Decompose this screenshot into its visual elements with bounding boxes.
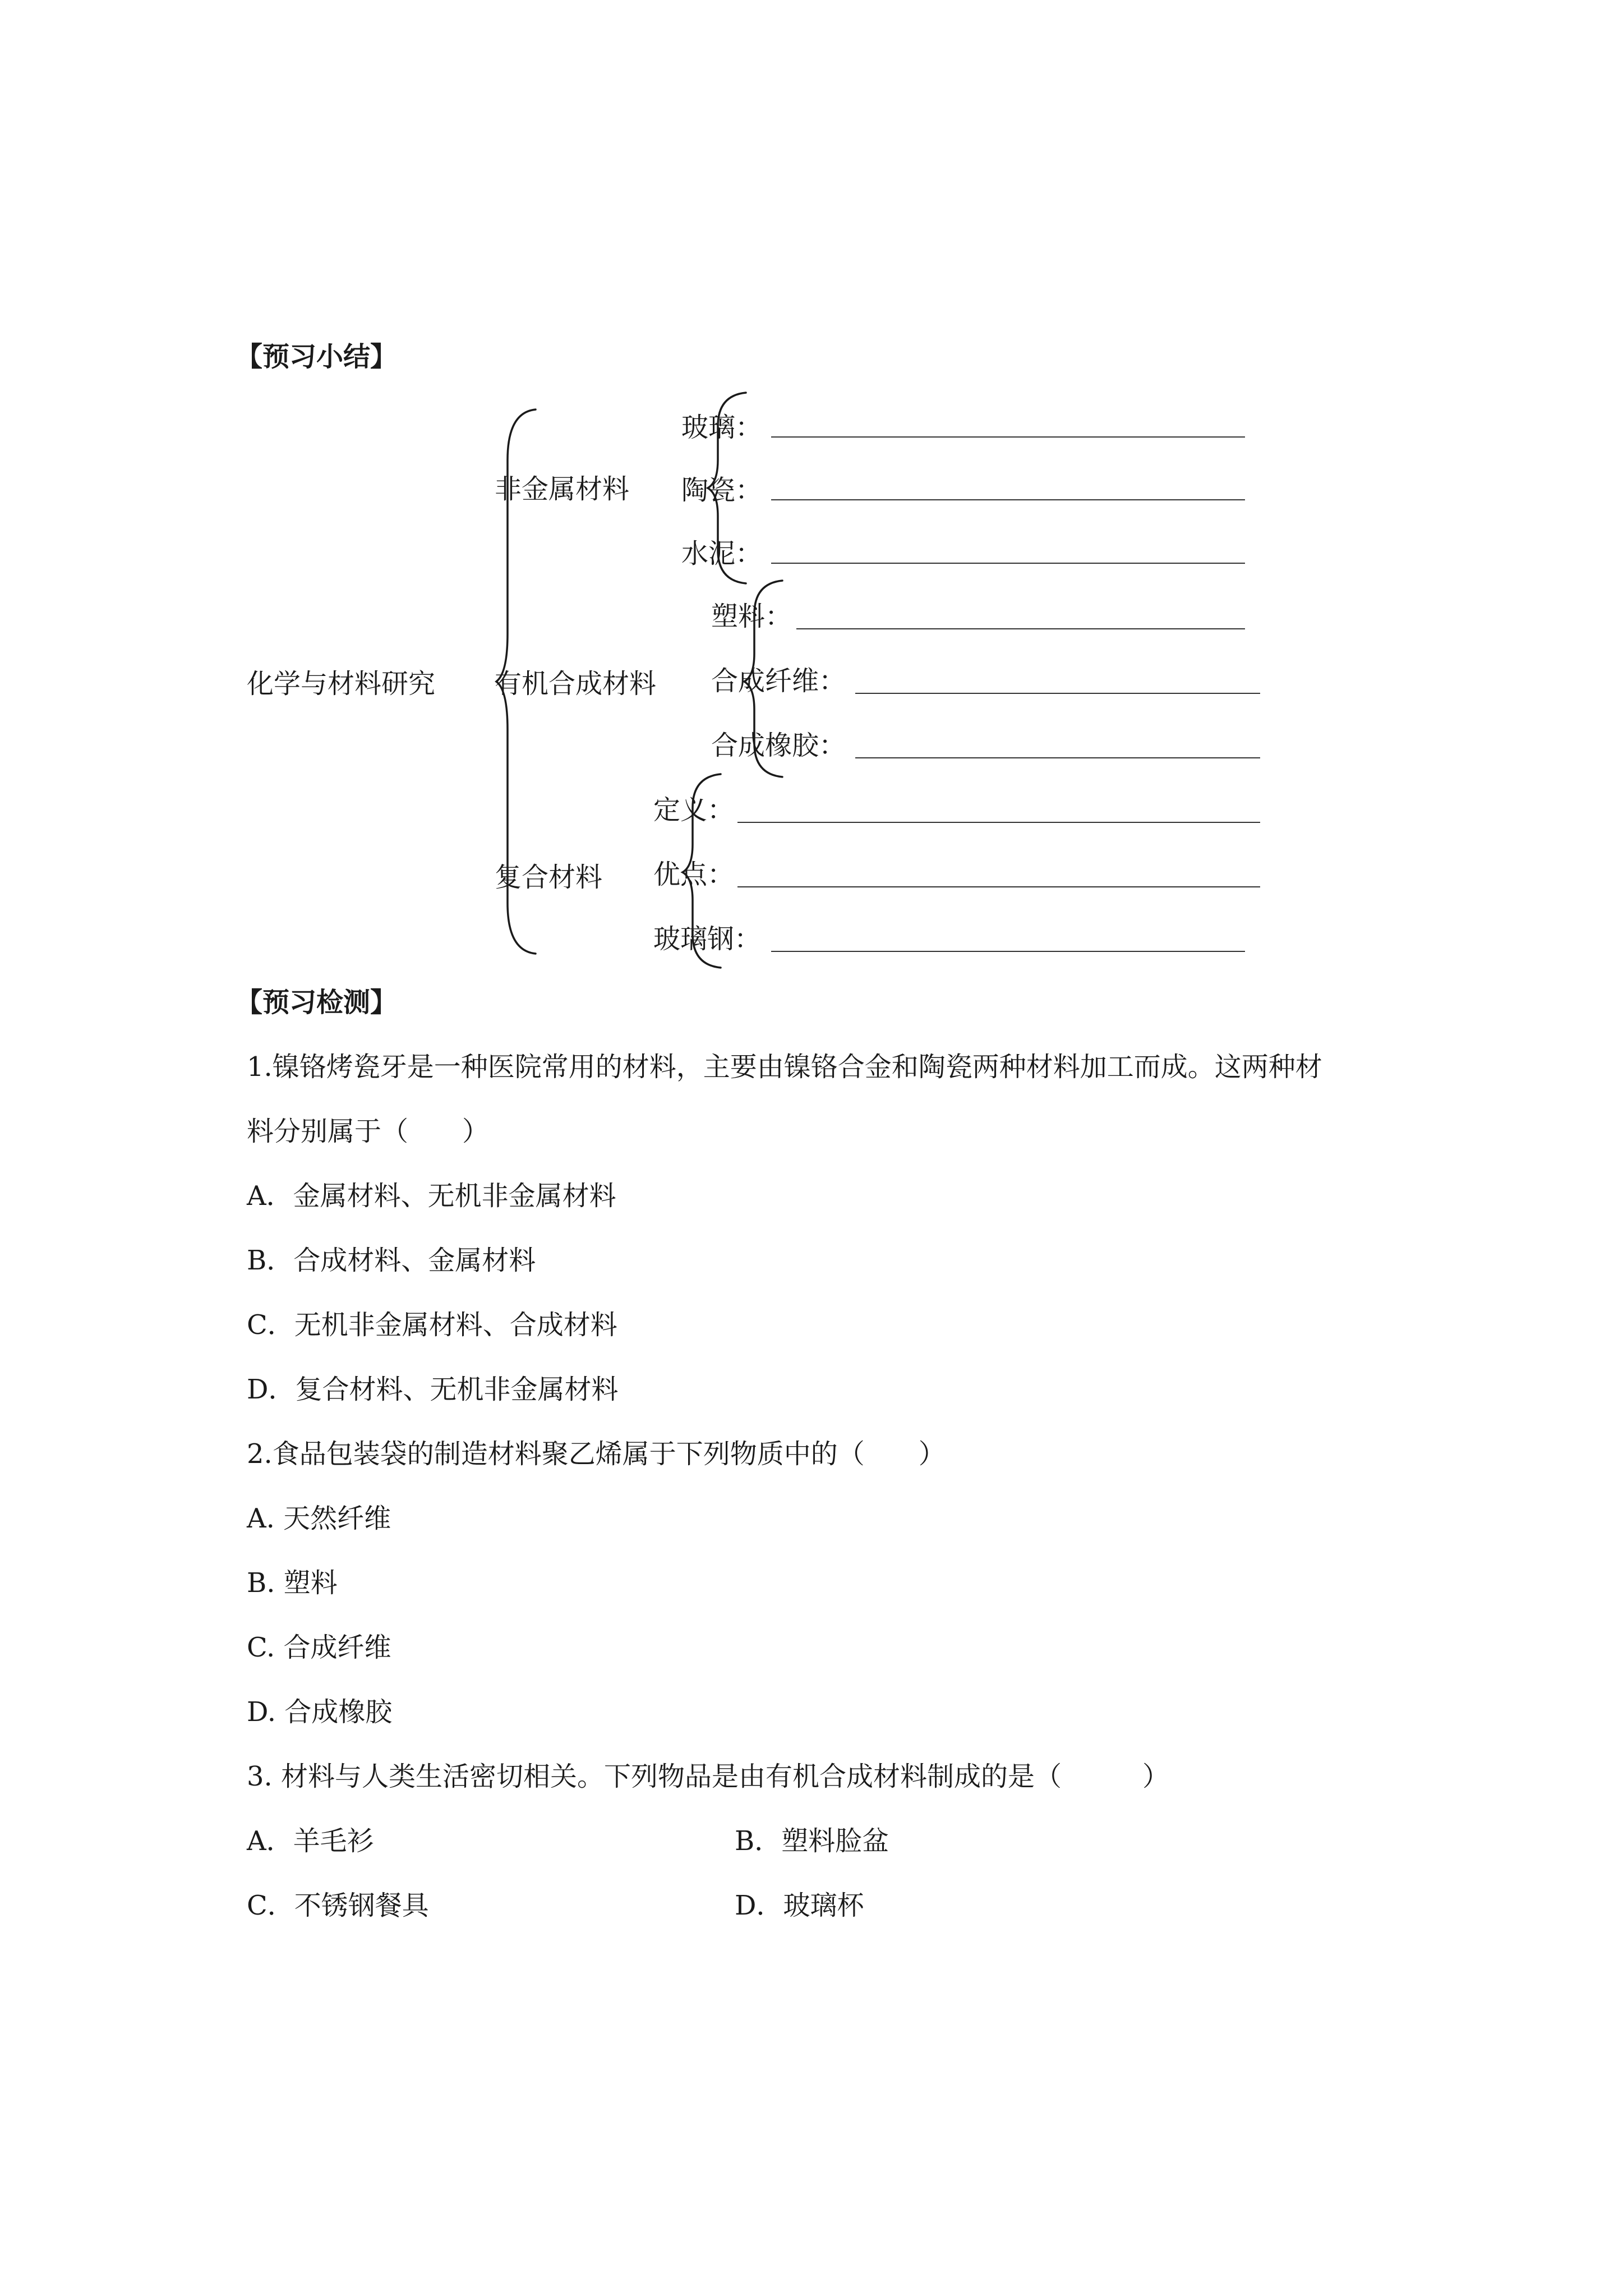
- item-label-ceramic: 陶瓷：: [681, 475, 763, 506]
- group-label-composite: 复合材料: [495, 862, 603, 893]
- question-1-option-b[interactable]: B．合成材料、金属材料: [247, 1245, 536, 1276]
- group-label-nonmetal: 非金属材料: [495, 473, 630, 505]
- question-3-option-d[interactable]: D．玻璃杯: [735, 1890, 864, 1921]
- root-label: 化学与材料研究: [247, 668, 436, 700]
- blank-line-ceramic[interactable]: [771, 499, 1245, 500]
- item-label-plastic: 塑料：: [711, 601, 792, 632]
- blank-line-advantages[interactable]: [737, 886, 1260, 887]
- question-1-option-a[interactable]: A．金属材料、无机非金属材料: [247, 1180, 616, 1212]
- group-label-organic: 有机合成材料: [495, 668, 657, 700]
- question-1-option-d[interactable]: D．复合材料、无机非金属材料: [247, 1374, 619, 1405]
- item-label-cement: 水泥：: [681, 538, 763, 569]
- question-1-option-c[interactable]: C．无机非金属材料、合成材料: [247, 1309, 617, 1341]
- blank-line-plastic[interactable]: [796, 628, 1245, 629]
- check-heading: 【预习检测】: [236, 987, 398, 1018]
- item-label-glass: 玻璃：: [681, 412, 763, 443]
- question-2-option-b[interactable]: B. 塑料: [247, 1567, 338, 1599]
- question-3-option-c[interactable]: C．不锈钢餐具: [247, 1890, 429, 1921]
- item-label-synthetic-fiber: 合成纤维：: [711, 665, 846, 697]
- question-3-stem: 3. 材料与人类生活密切相关。下列物品是由有机合成材料制成的是（ ）: [247, 1761, 1170, 1792]
- item-label-definition: 定义：: [653, 794, 735, 826]
- question-1-stem-line2: 料分别属于（ ）: [247, 1116, 490, 1147]
- question-2-option-c[interactable]: C. 合成纤维: [247, 1632, 391, 1663]
- item-label-advantages: 优点：: [653, 859, 735, 890]
- question-2-option-d[interactable]: D. 合成橡胶: [247, 1696, 393, 1728]
- blank-line-synthetic-fiber[interactable]: [855, 693, 1260, 694]
- blank-line-cement[interactable]: [771, 563, 1245, 564]
- summary-heading: 【预习小结】: [236, 341, 398, 372]
- item-label-fiberglass: 玻璃钢：: [653, 923, 762, 955]
- blank-line-definition[interactable]: [737, 822, 1260, 823]
- item-label-synthetic-rubber: 合成橡胶：: [711, 730, 846, 761]
- question-1-stem-line1: 1.镍铬烤瓷牙是一种医院常用的材料，主要由镍铬合金和陶瓷两种材料加工而成。这两种材: [247, 1051, 1322, 1083]
- blank-line-synthetic-rubber[interactable]: [855, 757, 1260, 758]
- question-2-option-a[interactable]: A. 天然纤维: [247, 1503, 391, 1534]
- question-3-option-a[interactable]: A．羊毛衫: [247, 1825, 374, 1857]
- question-3-option-b[interactable]: B．塑料脸盆: [735, 1825, 889, 1857]
- question-2-stem: 2.食品包装袋的制造材料聚乙烯属于下列物质中的（ ）: [247, 1438, 946, 1470]
- blank-line-glass[interactable]: [771, 436, 1245, 438]
- blank-line-fiberglass[interactable]: [771, 951, 1245, 952]
